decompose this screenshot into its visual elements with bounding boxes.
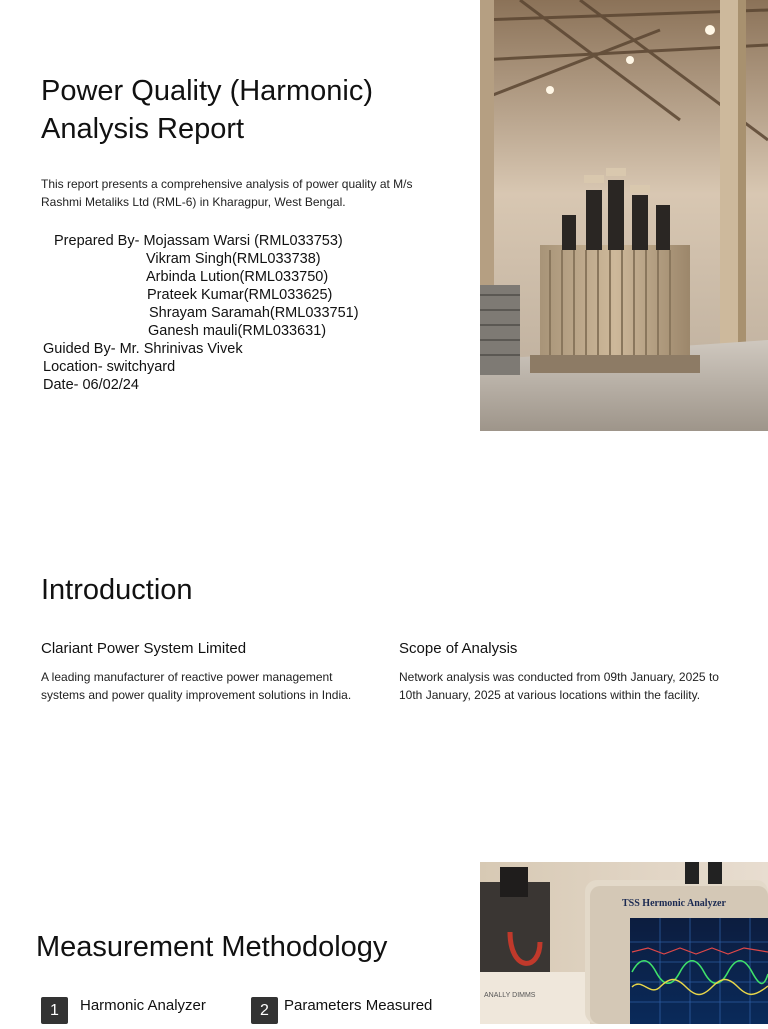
analyzer-brand-label: TSS Hermonic Analyzer — [622, 898, 726, 909]
preparer-name: Vikram Singh(RML033738) — [146, 251, 321, 267]
report-date: Date- 06/02/24 — [43, 377, 139, 393]
guided-by: Guided By- Mr. Shrinivas Vivek — [43, 341, 243, 357]
scope-heading: Scope of Analysis — [399, 640, 518, 657]
step-number-badge: 2 — [251, 997, 278, 1024]
step-number-badge: 1 — [41, 997, 68, 1024]
preparer-name: Arbinda Lution(RML033750) — [146, 269, 329, 285]
report-title-line-2: Analysis Report — [41, 113, 245, 145]
introduction-title: Introduction — [41, 574, 193, 606]
company-description-line-1: A leading manufacturer of reactive power management — [41, 670, 333, 684]
preparer-name: Shrayam Saramah(RML033751) — [149, 305, 359, 321]
analyzer-side-label: ANALLY DIMMS — [484, 992, 536, 999]
step-title: Harmonic Analyzer — [80, 997, 206, 1014]
company-heading: Clariant Power System Limited — [41, 640, 247, 657]
report-intro — [41, 175, 421, 211]
step-description-cutoff — [80, 1018, 90, 1024]
transformer-photo — [480, 0, 768, 431]
report-title-line-1: Power Quality (Harmonic) — [41, 75, 373, 107]
scope-description-line-2: 10th January, 2025 at various locations within the facility. — [399, 688, 701, 702]
harmonic-analyzer-photo — [480, 862, 768, 1024]
preparer-name: Prateek Kumar(RML033625) — [147, 287, 333, 303]
company-description — [41, 668, 361, 704]
scope-description-line-1: Network analysis was conducted from 09th January, 2025 to — [399, 670, 719, 684]
preparer-name: Ganesh mauli(RML033631) — [148, 323, 327, 339]
step-title: Parameters Measured — [284, 997, 433, 1014]
location: Location- switchyard — [43, 359, 176, 375]
methodology-title: Measurement Methodology — [36, 931, 388, 963]
report-intro-line-2: Rashmi Metaliks Ltd (RML-6) in Kharagpur, West Bengal. — [41, 195, 346, 209]
report-intro-line-1: This report presents a comprehensive analysis of power quality at M/s — [41, 177, 413, 191]
report-title — [41, 72, 441, 148]
scope-description — [399, 668, 719, 704]
prepared-by-line: Prepared By- Mojassam Warsi (RML033753) — [54, 233, 343, 249]
company-description-line-2: systems and power quality improvement solutions in India. — [41, 688, 352, 702]
